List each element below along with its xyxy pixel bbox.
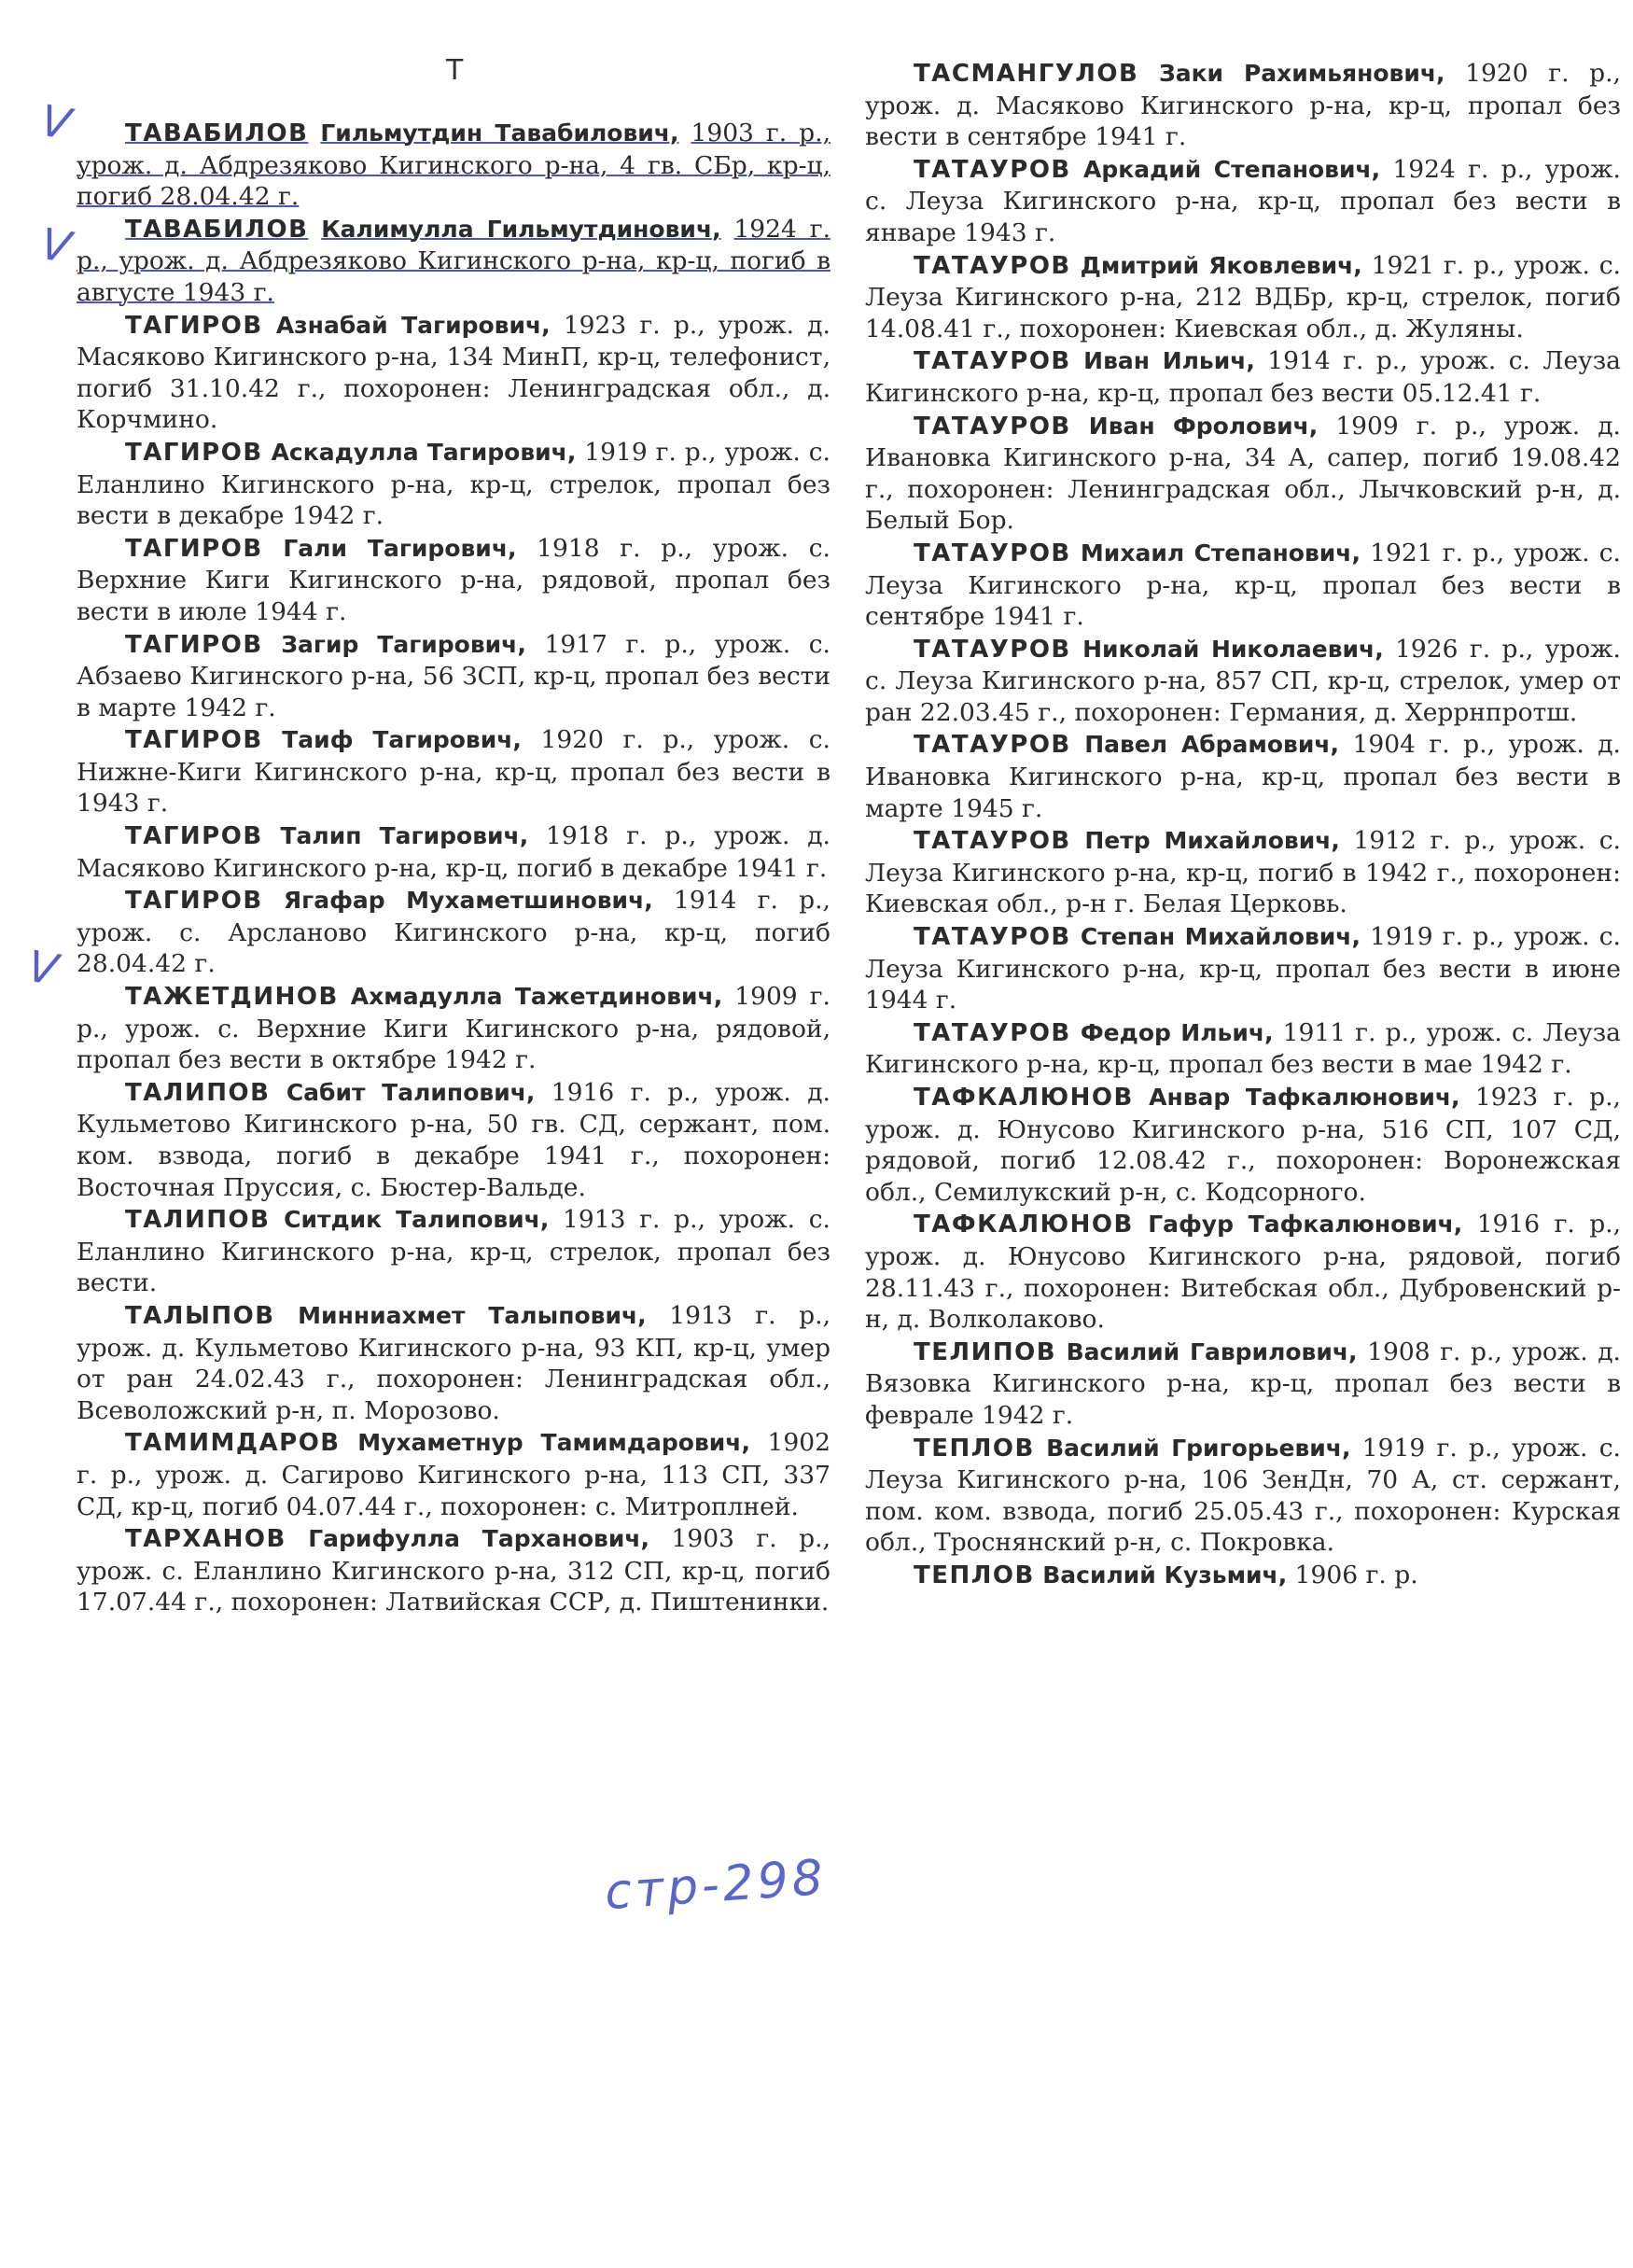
entry-surname: ТАТАУРОВ xyxy=(914,827,1071,856)
entry-given-name: Гали Тагирович, xyxy=(283,534,517,562)
entry-surname: ТАГИРОВ xyxy=(125,726,263,755)
entry-details: 1924 г. р., урож. с. Леуза Кигинского р-на, кр-ц, пропал без вести в январе 1943 г. xyxy=(865,154,1621,247)
entry-given-name: Гильмутдин Тавабилович, xyxy=(320,119,679,147)
entry xyxy=(77,437,830,532)
checkmark-3: V xyxy=(23,940,62,996)
entry-given-name: Ситдик Талипович, xyxy=(284,1206,550,1234)
entry-given-name: Павел Абрамович, xyxy=(1084,731,1340,759)
entry-details: 1914 г. р., урож. с. Леуза Кигинского р-на, кр-ц, пропал без вести 05.12.41 г. xyxy=(865,346,1621,408)
entry-given-name: Калимулла Гильмутдинович, xyxy=(321,215,721,243)
entry-details: 1904 г. р., урож. д. Ивановка Кигинского р-на, кр-ц, пропал без вести в марте 1945 г. xyxy=(865,730,1621,823)
entry-details: 1909 г. р., урож. с. Верхние Киги Кигинского р-на, рядовой, пропал без вести в октябре 1942 г. xyxy=(77,982,830,1075)
entry xyxy=(865,1082,1621,1208)
entry-surname: ТАФКАЛЮНОВ xyxy=(914,1084,1134,1112)
entry xyxy=(77,118,830,213)
entry-details: 1917 г. р., урож. с. Абзаево Кигинского р-на, 56 ЗСП, кр-ц, пропал без вести в марте 1942 г. xyxy=(77,629,830,722)
entry-surname: ТАГИРОВ xyxy=(125,630,263,659)
entry-surname: ТАТАУРОВ xyxy=(914,731,1071,760)
entry xyxy=(865,345,1621,409)
entry-surname: ТАГИРОВ xyxy=(125,311,263,340)
entry xyxy=(77,820,830,884)
entry-given-name: Михаил Степанович, xyxy=(1080,539,1361,567)
entry-details: 1916 г. р., урож. д. Кульметово Кигинского р-на, 50 гв. СД, сержант, пом. ком. взвода, погиб в декабре 1941 г., похоронен: Восточная Пруссия, с. Бюстер-Вальде. xyxy=(77,1077,830,1202)
entry xyxy=(77,1204,830,1299)
entry xyxy=(865,411,1621,537)
entry-surname: ТАТАУРОВ xyxy=(914,347,1071,376)
entry-surname: ТАТАУРОВ xyxy=(914,412,1071,441)
entry-given-name: Иван Ильич, xyxy=(1083,347,1255,375)
entry-given-name: Василий Гаврилович, xyxy=(1066,1337,1358,1365)
entry-given-name: Мухаметнур Тамимдарович, xyxy=(357,1429,750,1457)
entry-given-name: Талип Тагирович, xyxy=(280,822,529,850)
entry-details: 1902 г. р., урож. д. Сагирово Кигинского р-на, 113 СП, 337 СД, кр-ц, погиб 04.07.44 г., похоронен: с. Митроплней. xyxy=(77,1428,830,1521)
entry-details: 1919 г. р., урож. с. Леуза Кигинского р-на, кр-ц, пропал без вести в июне 1944 г. xyxy=(865,922,1621,1015)
entry xyxy=(77,1427,830,1522)
entry xyxy=(865,825,1621,920)
entry-surname: ТЕПЛОВ xyxy=(914,1434,1035,1463)
entry xyxy=(865,58,1621,153)
handwritten-page-number: стр-298 xyxy=(603,1849,829,1922)
entry-given-name: Гарифулла Тарханович, xyxy=(308,1525,650,1553)
entry-surname: ТЕЛИПОВ xyxy=(914,1337,1057,1366)
entry-details: 1906 г. р. xyxy=(1294,1560,1418,1589)
entry-surname: ТАГИРОВ xyxy=(125,438,263,467)
entry xyxy=(77,629,830,724)
entry-surname: ТАВАБИЛОВ xyxy=(125,215,309,244)
entry-surname: ТАРХАНОВ xyxy=(125,1525,286,1554)
entry-surname: ТАТАУРОВ xyxy=(914,923,1071,952)
entry-given-name: Ахмадулла Тажетдинович, xyxy=(350,983,723,1011)
entry-details: 1908 г. р., урож. д. Вязовка Кигинского р-на, кр-ц, пропал без вести в феврале 1942 г. xyxy=(865,1337,1621,1430)
entry-surname: ТЕПЛОВ xyxy=(914,1561,1035,1589)
entry xyxy=(77,1523,830,1618)
entry xyxy=(77,1077,830,1203)
checkmark-2: V xyxy=(36,217,75,273)
entry-surname: ТАЖЕТДИНОВ xyxy=(125,983,339,1012)
entry-surname: ТАГИРОВ xyxy=(125,534,263,563)
entry-given-name: Таиф Тагирович, xyxy=(282,726,522,754)
entry-surname: ТАТАУРОВ xyxy=(914,635,1071,664)
entry-given-name: Иван Фролович, xyxy=(1088,412,1319,440)
entry-details: 1926 г. р., урож. с. Леуза Кигинского р-на, 857 СП, кр-ц, стрелок, умер от ран 22.03.45 г., похоронен: Германия, д. Херрнпротш. xyxy=(865,634,1621,727)
entry-given-name: Николай Николаевич, xyxy=(1082,635,1384,663)
entry-details: 1921 г. р., урож. с. Леуза Кигинского р-на, 212 ВДБр, кр-ц, стрелок, погиб 14.08.41 г., похоронен: Киевская обл., д. Жуляны. xyxy=(865,250,1621,343)
entry-surname: ТАСМАНГУЛОВ xyxy=(914,60,1139,88)
entry-given-name: Сабит Талипович, xyxy=(286,1078,536,1106)
entry-given-name: Аскадулла Тагирович, xyxy=(271,438,577,466)
entry-given-name: Дмитрий Яковлевич, xyxy=(1080,251,1362,279)
entry-details: 1903 г. р., урож. д. Абдрезяково Кигинского р-на, 4 гв. СБр, кр-ц, погиб 28.04.42 г. xyxy=(77,119,830,212)
entry-surname: ТАЛЫПОВ xyxy=(125,1301,275,1330)
entry-details: 1919 г. р., урож. с. Леуза Кигинского р-на, 106 ЗенДн, 70 А, ст. сержант, пом. ком. взвода, погиб 25.05.43 г., похоронен: Курская обл., Троснянский р-н, с. Покровка. xyxy=(865,1433,1621,1558)
entry xyxy=(77,533,830,628)
entry-details: 1909 г. р., урож. д. Ивановка Кигинского р-на, 34 А, сапер, погиб 19.08.42 г., похоронен: Ленинградская обл., Лычковский р-н, д. Белый Бор. xyxy=(865,411,1621,536)
entry-given-name: Загир Тагирович, xyxy=(281,630,526,658)
entry-given-name: Василий Григорьевич, xyxy=(1046,1434,1351,1462)
entry-details: 1920 г. р., урож. д. Масяково Кигинского р-на, кр-ц, пропал без вести в сентябре 1941 г. xyxy=(865,59,1621,152)
entry-details: 1912 г. р., урож. с. Леуза Кигинского р-на, кр-ц, погиб в 1942 г., похоронен: Киевская обл., р-н г. Белая Церковь. xyxy=(865,826,1621,919)
entry xyxy=(865,538,1621,633)
entry-details: 1919 г. р., урож. с. Еланлино Кигинского р-на, кр-ц, стрелок, пропал без вести в декабре 1942 г. xyxy=(77,437,830,531)
entry-details: 1911 г. р., урож. с. Леуза Кигинского р-на, кр-ц, пропал без вести в мае 1942 г. xyxy=(865,1017,1621,1080)
checkmark-1: V xyxy=(36,94,75,150)
entry xyxy=(865,154,1621,249)
entry-details: 1913 г. р., урож. д. Кульметово Кигинского р-на, 93 КП, кр-ц, умер от ран 24.02.43 г., похоронен: Ленинградская обл., Всеволожский р-н, п. Морозово. xyxy=(77,1300,830,1425)
entry xyxy=(865,1433,1621,1559)
entry xyxy=(865,1337,1621,1432)
entry xyxy=(865,1017,1621,1081)
entry xyxy=(865,1560,1621,1592)
entry-surname: ТАВАБИЛОВ xyxy=(125,119,309,147)
entry xyxy=(77,981,830,1076)
entry-details: 1924 г. р., урож. д. Абдрезяково Кигинского р-на, кр-ц, погиб в августе 1943 г. xyxy=(77,214,830,307)
entry-details: 1916 г. р., урож. д. Юнусово Кигинского р-на, рядовой, погиб 28.11.43 г., похоронен: Витебская обл., Дубровенский р-н, д. Волколаково. xyxy=(865,1210,1621,1335)
entry-surname: ТАТАУРОВ xyxy=(914,539,1071,567)
entry-given-name: Петр Михайлович, xyxy=(1084,827,1340,855)
entry-details: 1920 г. р., урож. с. Нижне-Киги Кигинского р-на, кр-ц, пропал без вести в 1943 г. xyxy=(77,725,830,819)
entry xyxy=(865,1209,1621,1335)
entry xyxy=(77,214,830,309)
entry-given-name: Аркадий Степанович, xyxy=(1082,155,1381,183)
entry-details: 1923 г. р., урож. д. Масяково Кигинского р-на, 134 МинП, кр-ц, телефонист, погиб 31.10.42 г., похоронен: Ленинградская обл., д. Корчмино. xyxy=(77,310,830,435)
entry xyxy=(77,724,830,819)
entry-surname: ТАГИРОВ xyxy=(125,822,263,851)
entry-details: 1913 г. р., урож. с. Еланлино Кигинского р-на, кр-ц, стрелок, пропал без вести. xyxy=(77,1205,830,1298)
entry-given-name: Гафур Тафкалюнович, xyxy=(1148,1211,1463,1239)
entry-surname: ТАЛИПОВ xyxy=(125,1078,271,1107)
entry xyxy=(77,885,830,980)
entry-details: 1921 г. р., урож. с. Леуза Кигинского р-на, кр-ц, пропал без вести в сентябре 1941 г. xyxy=(865,538,1621,632)
entry-surname: ТАФКАЛЮНОВ xyxy=(914,1211,1134,1239)
section-letter: Т xyxy=(446,54,464,87)
entry xyxy=(865,729,1621,824)
entry-given-name: Азнабай Тагирович, xyxy=(275,311,551,339)
right-column xyxy=(865,58,1621,1593)
entry-given-name: Минниахмет Талыпович, xyxy=(298,1301,647,1329)
entry-details: 1918 г. р., урож. с. Верхние Киги Кигинского р-на, рядовой, пропал без вести в июле 1944 г. xyxy=(77,533,830,626)
entry-details: 1914 г. р., урож. с. Арсланово Кигинского р-на, кр-ц, погиб 28.04.42 г. xyxy=(77,886,830,979)
entry-surname: ТАТАУРОВ xyxy=(914,155,1071,184)
entry xyxy=(865,921,1621,1016)
entry-surname: ТАМИМДАРОВ xyxy=(125,1429,341,1458)
entry-given-name: Анвар Тафкалюнович, xyxy=(1149,1084,1460,1111)
entry xyxy=(865,634,1621,729)
entry-given-name: Степан Михайлович, xyxy=(1080,923,1361,951)
entry-given-name: Василий Кузьмич, xyxy=(1042,1561,1288,1589)
entry-details: 1918 г. р., урож. д. Масяково Кигинского р-на, кр-ц, погиб в декабре 1941 г. xyxy=(77,821,830,883)
entry-surname: ТАТАУРОВ xyxy=(914,1018,1071,1047)
entry-given-name: Федор Ильич, xyxy=(1080,1018,1274,1046)
entry-details: 1923 г. р., урож. д. Юнусово Кигинского р-на, 516 СП, 107 СД, рядовой, погиб 12.08.42 г., похоронен: Воронежская обл., Семилукский р-н, с. Кодсорного. xyxy=(865,1083,1621,1207)
entry-surname: ТАТАУРОВ xyxy=(914,251,1071,280)
entry xyxy=(77,1300,830,1426)
entry-details: 1903 г. р., урож. с. Еланлино Кигинского р-на, 312 СП, кр-ц, погиб 17.07.44 г., похоронен: Латвийская ССР, д. Пиштенинки. xyxy=(77,1524,830,1617)
entry-given-name: Заки Рахимьянович, xyxy=(1158,60,1445,87)
entry-surname: ТАЛИПОВ xyxy=(125,1206,271,1235)
entry xyxy=(865,250,1621,345)
entry-given-name: Ягафар Мухаметшинович, xyxy=(283,887,653,915)
entry xyxy=(77,310,830,436)
entry-surname: ТАГИРОВ xyxy=(125,887,263,916)
left-column xyxy=(77,118,830,1619)
